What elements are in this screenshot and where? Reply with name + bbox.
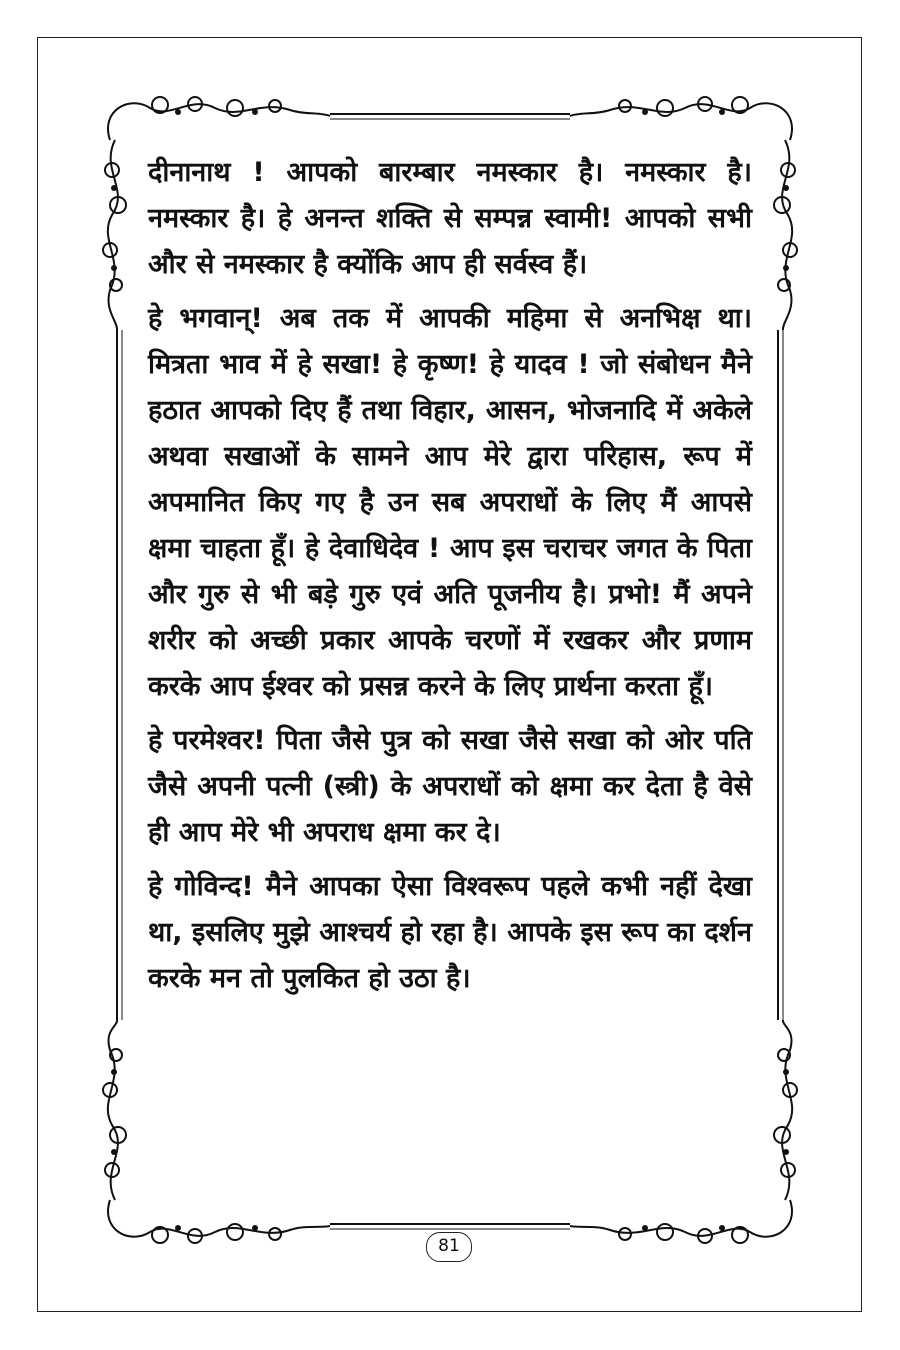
body-text	[148, 150, 752, 1010]
page-number: 81	[426, 1232, 472, 1262]
paragraph-1: दीनानाथ ! आपको बारम्बार नमस्कार है। नमस्कार है। नमस्कार है। हे अनन्त शक्ति से सम्पन्न स्वामी! आपको सभी और से नमस्कार है क्योंकि आप ही सर्वस्व हैं।	[148, 157, 752, 280]
paragraph-2: हे भगवान्! अब तक में आपकी महिमा से अनभिक्ष था। मित्रता भाव में हे सखा! हे कृष्ण! हे यादव ! जो संबोधन मैने हठात आपको दिए हैं तथा विहार, आसन, भोजनादि में अकेले अथवा सखाओं के सामने आप मेरे द्वारा परिहास, रूप में अपमानित किए गए है उन सब अपराधों के लिए मैं आपसे क्षमा चाहता हूँ। हे देवाधिदेव ! आप इस चराचर जगत के पिता और गुरु से भी बड़े गुरु एवं अति पूजनीय है। प्रभो! मैं अपने शरीर को अच्छी प्रकार आपके चरणों में रखकर और प्रणाम करके आप ईश्वर को प्रसन्न करने के लिए प्रार्थना करता हूँ।	[148, 303, 752, 702]
paragraph-3: हे परमेश्वर! पिता जैसे पुत्र को सखा जैसे सखा को ओर पति जैसे अपनी पत्नी (स्त्री) के अपराधों को क्षमा कर देता है वेसे ही आप मेरे भी अपराध क्षमा कर दे।	[148, 725, 752, 848]
paragraph-4: हे गोविन्द! मैने आपका ऐसा विश्वरूप पहले कभी नहीं देखा था, इसलिए मुझे आश्चर्य हो रहा है। आपके इस रूप का दर्शन करके मन तो पुलकित हो उठा है।	[148, 871, 752, 994]
